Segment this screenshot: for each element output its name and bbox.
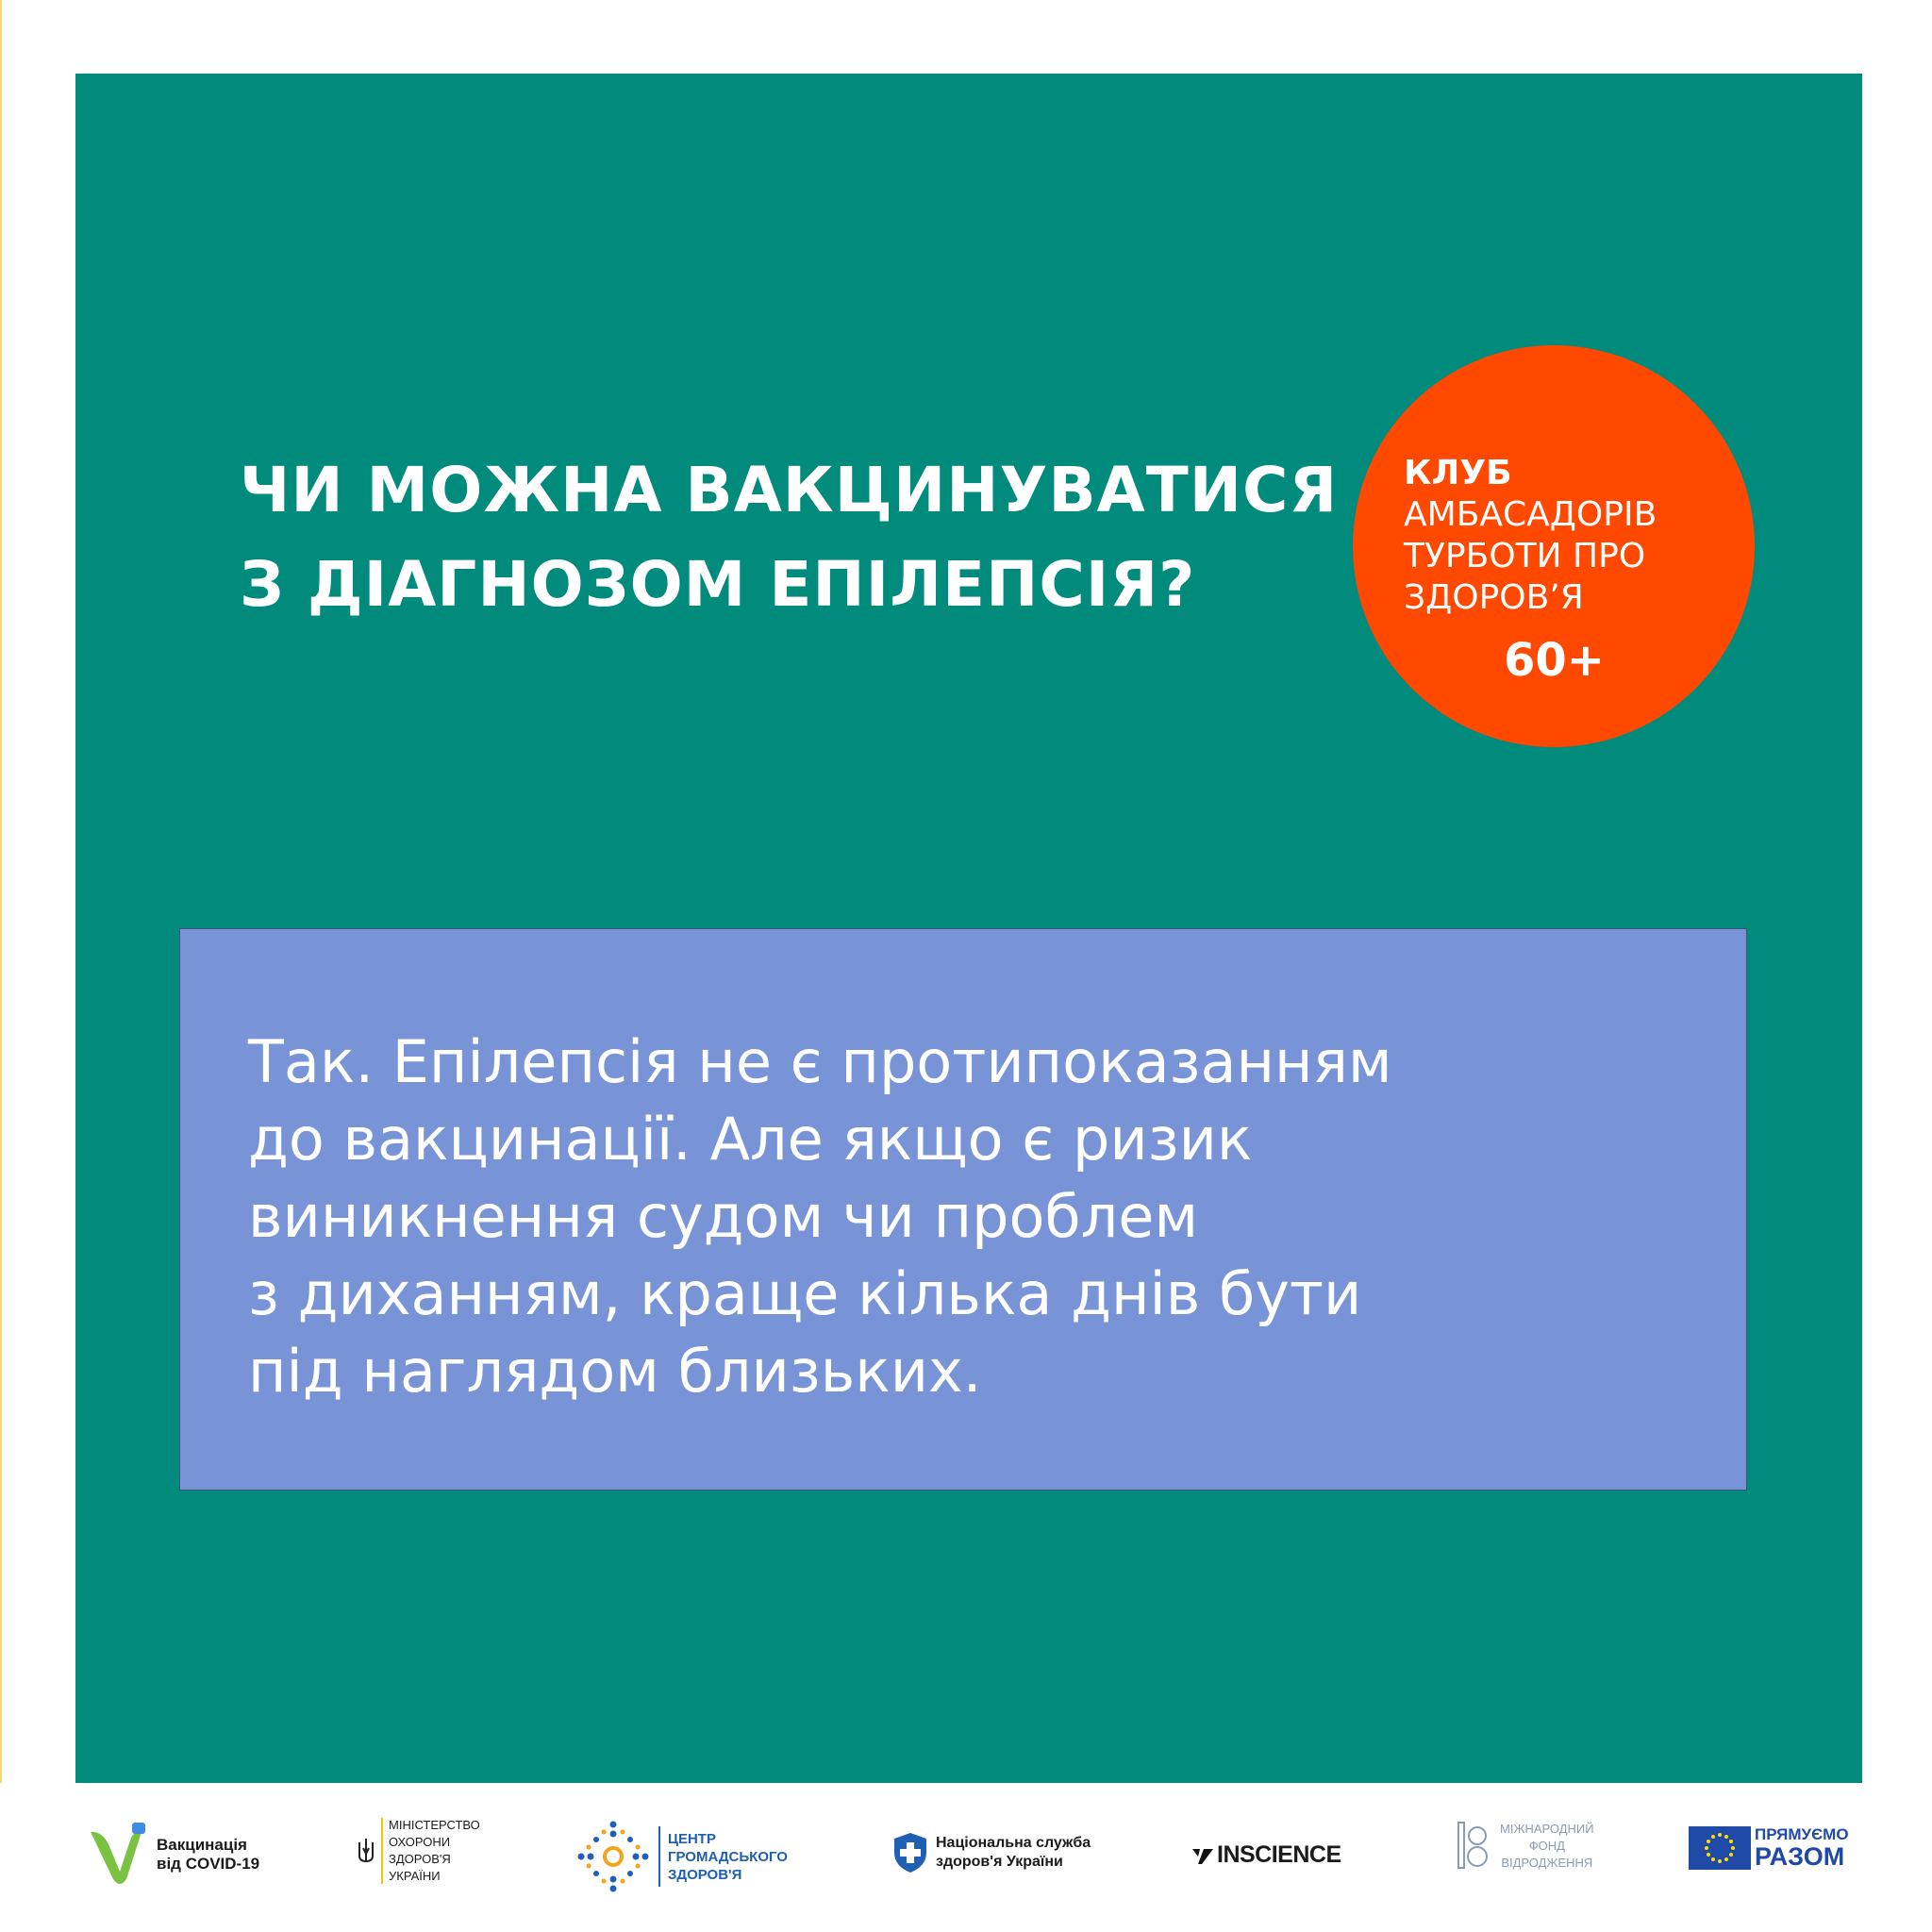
ministry-label-4: УКРАЇНИ (389, 1869, 441, 1883)
answer-line-2: до вакцинації. Але якщо є ризик (248, 1105, 1253, 1174)
nhsu-logo (892, 1832, 1091, 1874)
left-edge-line (0, 0, 2, 1783)
eu-label-1: ПРЯМУЄМО (1755, 1825, 1849, 1843)
phc-label-1: ЦЕНТР (668, 1830, 716, 1847)
answer-line-1: Так. Епілепсія не є протипоказанням (248, 1027, 1392, 1096)
club-badge (1353, 345, 1755, 747)
vaccination-v-icon (89, 1823, 151, 1887)
question-line-1: ЧИ МОЖНА ВАКЦИНУВАТИСЯ (240, 454, 1339, 526)
answer-text (248, 1024, 1720, 1410)
irf-label-2: ФОНД (1528, 1839, 1565, 1853)
phc-label-3: ЗДОРОВ'Я (668, 1866, 742, 1883)
vaccination-logo (89, 1823, 259, 1887)
nhsu-label-2: здоров'я України (936, 1854, 1063, 1870)
vaccination-label-2: від COVID-19 (157, 1855, 260, 1873)
badge-line-1: АМБАСАДОРІВ (1404, 495, 1657, 534)
answer-line-4: з диханням, краще кілька днів бути (248, 1259, 1362, 1328)
public-health-center-logo (575, 1819, 788, 1894)
eu-logo (1689, 1826, 1849, 1870)
answer-line-5: під наглядом близьких. (248, 1337, 982, 1406)
badge-line-3: ЗДОРОВ’Я (1404, 578, 1584, 617)
question-line-2: З ДІАГНОЗОМ ЕПІЛЕПСІЯ? (240, 548, 1196, 621)
irf-label-3: ВІДРОДЖЕННЯ (1501, 1856, 1593, 1870)
phc-label-2: ГРОМАДСЬКОГО (668, 1848, 788, 1865)
badge-text (1404, 453, 1743, 619)
question-heading (240, 443, 1353, 632)
badge-club: КЛУБ (1404, 454, 1512, 492)
partner-logos-footer (0, 1783, 1932, 1932)
inscience-mark-icon (1191, 1845, 1215, 1866)
inscience-label: INSCIENCE (1217, 1841, 1341, 1868)
trident-icon (357, 1837, 375, 1865)
irf-mark-icon (1457, 1821, 1489, 1872)
sun-dots-icon (575, 1819, 651, 1894)
vaccination-label-1: Вакцинація (157, 1836, 247, 1854)
nhsu-label-1: Національна служба (936, 1835, 1091, 1851)
irf-logo (1457, 1821, 1594, 1872)
badge-line-2: ТУРБОТИ ПРО (1404, 537, 1646, 575)
ministry-label-2: ОХОРОНИ (389, 1835, 451, 1849)
ministry-label-1: МІНІСТЕРСТВО (389, 1818, 480, 1832)
answer-line-3: виникнення судом чи проблем (248, 1182, 1199, 1251)
irf-label-1: МІЖНАРОДНИЙ (1500, 1822, 1594, 1836)
shield-cross-icon (892, 1832, 928, 1874)
ministry-logo (357, 1817, 480, 1885)
badge-age: 60+ (1504, 634, 1606, 687)
eu-label-2: РАЗОМ (1755, 1842, 1845, 1871)
ministry-label-3: ЗДОРОВ'Я (389, 1852, 451, 1866)
eu-flag-icon (1689, 1826, 1751, 1870)
inscience-logo (1191, 1841, 1341, 1869)
answer-box (179, 928, 1747, 1491)
